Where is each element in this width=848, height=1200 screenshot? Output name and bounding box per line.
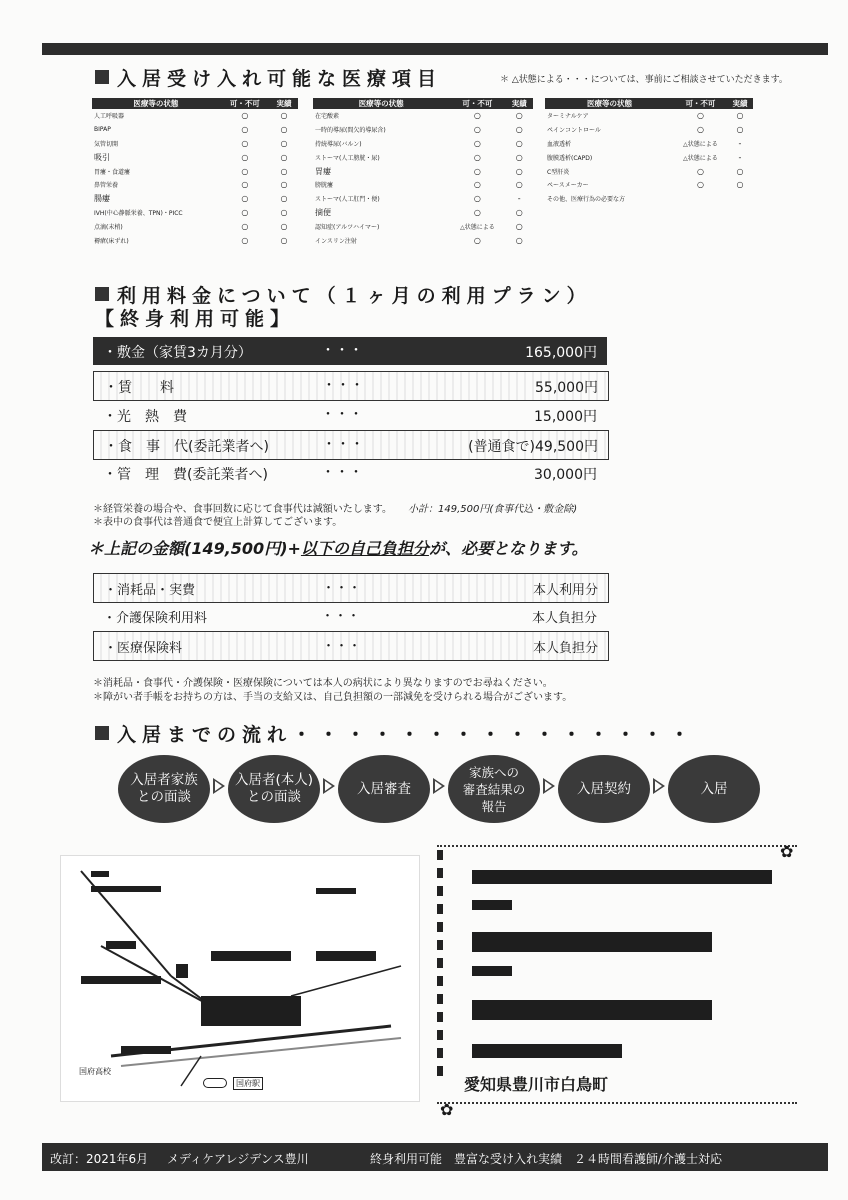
- fee-label: ・食 事 代(委託業者へ): [104, 439, 269, 455]
- fee-note-2: ＊表中の食事代は普通食で便宜上計算してございます。: [93, 517, 343, 528]
- contact-redaction-zip: [472, 1044, 622, 1058]
- record-mark: ○: [515, 125, 523, 135]
- fee-amount: 165,000円: [525, 345, 597, 361]
- contact-redaction-fax: [472, 1000, 712, 1020]
- acceptance-mark: ○: [241, 194, 249, 204]
- table-row: [92, 178, 298, 192]
- table-row: [313, 150, 533, 164]
- map-redaction: [211, 951, 291, 961]
- table-row: [313, 233, 533, 247]
- record-mark: -: [738, 138, 742, 148]
- medical-condition: C型肝炎: [547, 168, 570, 176]
- medical-condition: ペインコントロール: [547, 127, 601, 135]
- emphasis-prefix: ＊上記の金額(149,500円)+: [88, 539, 301, 558]
- medical-condition: 鼻管栄養: [94, 182, 119, 190]
- footer-revised: 改訂：2021年6月: [50, 1152, 149, 1166]
- table-row: [313, 192, 533, 206]
- acceptance-mark: ○: [473, 152, 481, 162]
- fee-row: [93, 337, 607, 365]
- record-mark: ○: [736, 166, 744, 176]
- flow-arrow-icon: [323, 778, 335, 794]
- acceptance-mark: ○: [696, 166, 704, 176]
- access-map: [60, 855, 420, 1102]
- medical-condition: 気管切開: [94, 140, 119, 148]
- contact-redaction-name: [472, 870, 772, 884]
- self-pay-dots: ・・・: [322, 581, 362, 596]
- table-row: [313, 206, 533, 220]
- record-mark: ○: [280, 152, 288, 162]
- fee-row: [93, 401, 607, 429]
- flow-step: 家族への 審査結果の 報告: [448, 755, 540, 823]
- record-mark: ○: [280, 235, 288, 245]
- medical-condition: 在宅酸素: [315, 113, 340, 121]
- self-pay-label: ・医療保険料: [104, 641, 183, 656]
- flow-step: 入居契約: [558, 755, 650, 823]
- acceptance-mark: ○: [241, 207, 249, 217]
- contact-border-bottom: [437, 1102, 797, 1104]
- medical-condition: 人工呼吸器: [94, 113, 125, 121]
- map-redaction: [316, 888, 356, 894]
- self-pay-amount: 本人利用分: [532, 583, 598, 598]
- section-title-text: 入居受け入れ可能な医療項目: [117, 68, 443, 90]
- map-redaction: [91, 871, 109, 877]
- acceptance-mark: ○: [241, 180, 249, 190]
- emphasis-underlined: 以下の自己負担分: [300, 539, 429, 558]
- fee-row: [93, 371, 609, 401]
- fee-row: [93, 430, 609, 460]
- footer-name: メディケアレジデンス豊川: [167, 1152, 309, 1166]
- table-row: [545, 192, 753, 206]
- medical-table-header: 実績: [505, 98, 533, 109]
- table-row: [313, 123, 533, 137]
- fee-dots: ・・・: [322, 378, 364, 394]
- table-row: [313, 137, 533, 151]
- section-flow-dots: ・・・・・・・・・・・・・・・: [292, 724, 698, 746]
- medical-condition: 吸引: [94, 152, 110, 162]
- table-row: [545, 178, 753, 192]
- flow-step: 入居: [668, 755, 760, 823]
- flower-icon: ✿: [780, 842, 794, 861]
- fee-amount: 30,000円: [534, 467, 597, 483]
- square-bullet-icon: [95, 70, 109, 84]
- medical-table-header: 可・不可: [220, 98, 270, 109]
- self-pay-dots: ・・・: [322, 639, 362, 654]
- square-bullet-icon: [95, 287, 109, 301]
- map-label-station: 国府駅: [233, 1077, 263, 1090]
- table-row: [92, 164, 298, 178]
- self-pay-label: ・介護保険利用料: [103, 611, 208, 626]
- contact-redaction: [472, 966, 512, 976]
- acceptance-mark: ○: [473, 207, 481, 217]
- map-redaction: [176, 964, 188, 978]
- fee-subtotal: 小計：149,500円(食事代込・敷金除): [408, 504, 578, 515]
- medical-table-3: [545, 98, 753, 206]
- acceptance-mark: △状態による: [683, 154, 718, 162]
- self-pay-amount: 本人負担分: [532, 641, 598, 656]
- medical-table-header: 医療等の状態: [313, 98, 449, 109]
- medical-condition: 褥瘡(床ずれ): [94, 237, 129, 245]
- contact-box: [432, 840, 808, 1120]
- acceptance-mark: ○: [241, 152, 249, 162]
- fee-label: ・賃 料: [104, 380, 174, 396]
- table-row: [313, 178, 533, 192]
- flow-arrow-icon: [653, 778, 665, 794]
- square-bullet-icon: [95, 726, 109, 740]
- flow-arrow-icon: [433, 778, 445, 794]
- map-facility-marker: [201, 996, 301, 1026]
- contact-border-top: [437, 845, 797, 849]
- record-mark: [727, 192, 753, 206]
- fee-dots: ・・・: [321, 465, 363, 481]
- table-row: [313, 219, 533, 233]
- fee-label: ・管 理 費(委託業者へ): [103, 467, 268, 483]
- medical-condition: 摘便: [315, 207, 331, 217]
- flow-step: 入居審査: [338, 755, 430, 823]
- section-medical-note: ＊ △状態による・・・については、事前にご相談させていただきます。: [500, 75, 788, 85]
- medical-condition: ターミナルケア: [547, 113, 589, 121]
- record-mark: -: [517, 194, 521, 204]
- map-redaction: [316, 951, 376, 961]
- contact-redaction-tel: [472, 932, 712, 952]
- medical-condition: 胃瘻・食道瘻: [94, 168, 131, 176]
- acceptance-mark: ○: [473, 180, 481, 190]
- medical-table-header: 医療等の状態: [92, 98, 220, 109]
- medical-condition: 腸瘻: [94, 194, 110, 204]
- footer-features: 終身利用可能 豊富な受け入れ実績 ２４時間看護師/介護士対応: [370, 1152, 723, 1166]
- medical-table-header: 医療等の状態: [545, 98, 674, 109]
- record-mark: ○: [280, 180, 288, 190]
- acceptance-mark: ○: [473, 235, 481, 245]
- medical-condition: IVH(中心静脈栄養、TPN)・PICC: [94, 209, 183, 217]
- table-row: [92, 109, 298, 123]
- flower-icon: ✿: [440, 1100, 454, 1119]
- self-pay-label: ・消耗品・実費: [104, 583, 196, 598]
- acceptance-mark: ○: [473, 111, 481, 121]
- record-mark: ○: [280, 111, 288, 121]
- acceptance-mark: ○: [473, 138, 481, 148]
- acceptance-mark: ○: [696, 111, 704, 121]
- fee-dots: ・・・: [321, 343, 363, 359]
- acceptance-mark: ○: [473, 125, 481, 135]
- record-mark: -: [738, 152, 742, 162]
- table-row: [545, 109, 753, 123]
- medical-table-header: 可・不可: [674, 98, 727, 109]
- medical-condition: 認知症(アルツハイマー): [315, 223, 380, 231]
- acceptance-mark: ○: [696, 180, 704, 190]
- medical-condition: 血液透析: [547, 140, 572, 148]
- emphasis-suffix: が、必要となります。: [428, 539, 588, 558]
- record-mark: ○: [736, 111, 744, 121]
- medical-condition: 腹膜透析(CAPD): [547, 154, 593, 162]
- medical-condition: 膀胱瘻: [315, 182, 334, 190]
- table-row: [545, 137, 753, 151]
- table-row: [545, 150, 753, 164]
- medical-table-header: 実績: [727, 98, 753, 109]
- record-mark: ○: [280, 221, 288, 231]
- acceptance-mark: △状態による: [460, 223, 495, 231]
- self-pay-amount: 本人負担分: [531, 611, 597, 626]
- acceptance-mark: [674, 192, 727, 206]
- acceptance-mark: ○: [241, 235, 249, 245]
- medical-condition: 胃瘻: [315, 166, 331, 176]
- top-bar: [42, 43, 828, 55]
- section-flow-title: [95, 720, 697, 747]
- fee-dots: ・・・: [321, 407, 363, 423]
- record-mark: ○: [515, 111, 523, 121]
- record-mark: ○: [280, 138, 288, 148]
- self-pay-emphasis: [88, 536, 588, 559]
- medical-table-2: [313, 98, 533, 247]
- record-mark: ○: [280, 125, 288, 135]
- medical-condition: BIPAP: [94, 126, 111, 134]
- section-title-text: 利用料金について（１ヶ月の利用プラン）: [117, 285, 592, 307]
- flow-step: 入居者(本人) との面談: [228, 755, 320, 823]
- acceptance-mark: ○: [473, 166, 481, 176]
- table-row: [92, 123, 298, 137]
- medical-table-header: 実績: [270, 98, 298, 109]
- self-pay-row: [93, 573, 609, 603]
- medical-table-header: 可・不可: [449, 98, 505, 109]
- fee-note-1: ＊経管栄養の場合や、食事回数に応じて食事代は減額いたします。: [93, 504, 392, 515]
- section-title-text: 入居までの流れ: [117, 724, 293, 746]
- acceptance-mark: △状態による: [683, 140, 718, 148]
- medical-condition: 一時的導尿(間欠的導尿含): [315, 127, 386, 135]
- table-row: [92, 150, 298, 164]
- record-mark: ○: [736, 180, 744, 190]
- table-row: [92, 192, 298, 206]
- record-mark: ○: [515, 221, 523, 231]
- record-mark: ○: [515, 152, 523, 162]
- medical-condition: 点滴(末梢): [94, 223, 123, 231]
- record-mark: ○: [280, 194, 288, 204]
- acceptance-mark: ○: [241, 138, 249, 148]
- map-redaction: [91, 886, 161, 892]
- acceptance-mark: ○: [241, 111, 249, 121]
- medical-condition: ストーマ(人工膀胱・尿): [315, 154, 380, 162]
- record-mark: ○: [280, 207, 288, 217]
- self-pay-note-2: ＊障がい者手帳をお持ちの方は、手当の支給又は、自己負担額の一部減免を受けられる場合がございます。: [93, 692, 573, 703]
- contact-border-left: [437, 850, 443, 1080]
- self-pay-row: [93, 602, 607, 630]
- self-pay-note-1: ＊消耗品・食事代・介護保険・医療保険については本人の病状により異なりますのでお尋ねください。: [93, 678, 553, 689]
- fee-amount: 55,000円: [535, 380, 598, 396]
- acceptance-mark: ○: [241, 125, 249, 135]
- map-label-school: 国府高校: [79, 1067, 111, 1076]
- self-pay-dots: ・・・: [321, 609, 361, 624]
- table-row: [92, 219, 298, 233]
- record-mark: ○: [515, 207, 523, 217]
- record-mark: ○: [515, 235, 523, 245]
- acceptance-mark: ○: [241, 166, 249, 176]
- fee-amount: (普通食で)49,500円: [468, 439, 598, 455]
- table-row: [545, 164, 753, 178]
- map-redaction: [121, 1046, 171, 1054]
- table-row: [545, 123, 753, 137]
- map-redaction: [81, 976, 161, 984]
- fee-label: ・敷金（家賃3カ月分）: [103, 345, 252, 361]
- table-row: [92, 206, 298, 220]
- flow-step: 入居者家族 との面談: [118, 755, 210, 823]
- acceptance-mark: ○: [473, 194, 481, 204]
- fee-dots: ・・・: [322, 437, 364, 453]
- table-row: [92, 137, 298, 151]
- fee-label: ・光 熱 費: [103, 409, 187, 425]
- medical-condition: 持続導尿(バルン): [315, 140, 362, 148]
- medical-condition: ストーマ(人工肛門・便): [315, 196, 380, 204]
- record-mark: ○: [515, 138, 523, 148]
- medical-condition: ペースメーカー: [547, 182, 589, 190]
- map-redaction: [106, 941, 136, 949]
- medical-condition: インスリン注射: [315, 237, 357, 245]
- flow-arrow-icon: [543, 778, 555, 794]
- fee-amount: 15,000円: [534, 409, 597, 425]
- section-medical-title: [95, 64, 442, 91]
- section-fee-subtitle: 【終身利用可能】: [95, 308, 296, 330]
- flow-arrow-icon: [213, 778, 225, 794]
- acceptance-mark: ○: [696, 125, 704, 135]
- medical-table-1: [92, 98, 298, 247]
- medical-condition: その他、医療行為の必要な方: [547, 196, 626, 204]
- acceptance-mark: ○: [241, 221, 249, 231]
- record-mark: ○: [515, 180, 523, 190]
- self-pay-row: [93, 631, 609, 661]
- record-mark: ○: [736, 125, 744, 135]
- table-row: [92, 233, 298, 247]
- station-icon: [203, 1078, 227, 1088]
- contact-redaction: [472, 900, 512, 910]
- table-row: [313, 164, 533, 178]
- record-mark: ○: [515, 166, 523, 176]
- fee-row: [93, 459, 607, 487]
- record-mark: ○: [280, 166, 288, 176]
- footer-bar: [42, 1143, 828, 1171]
- contact-address: 愛知県豊川市白鳥町: [464, 1075, 609, 1094]
- table-row: [313, 109, 533, 123]
